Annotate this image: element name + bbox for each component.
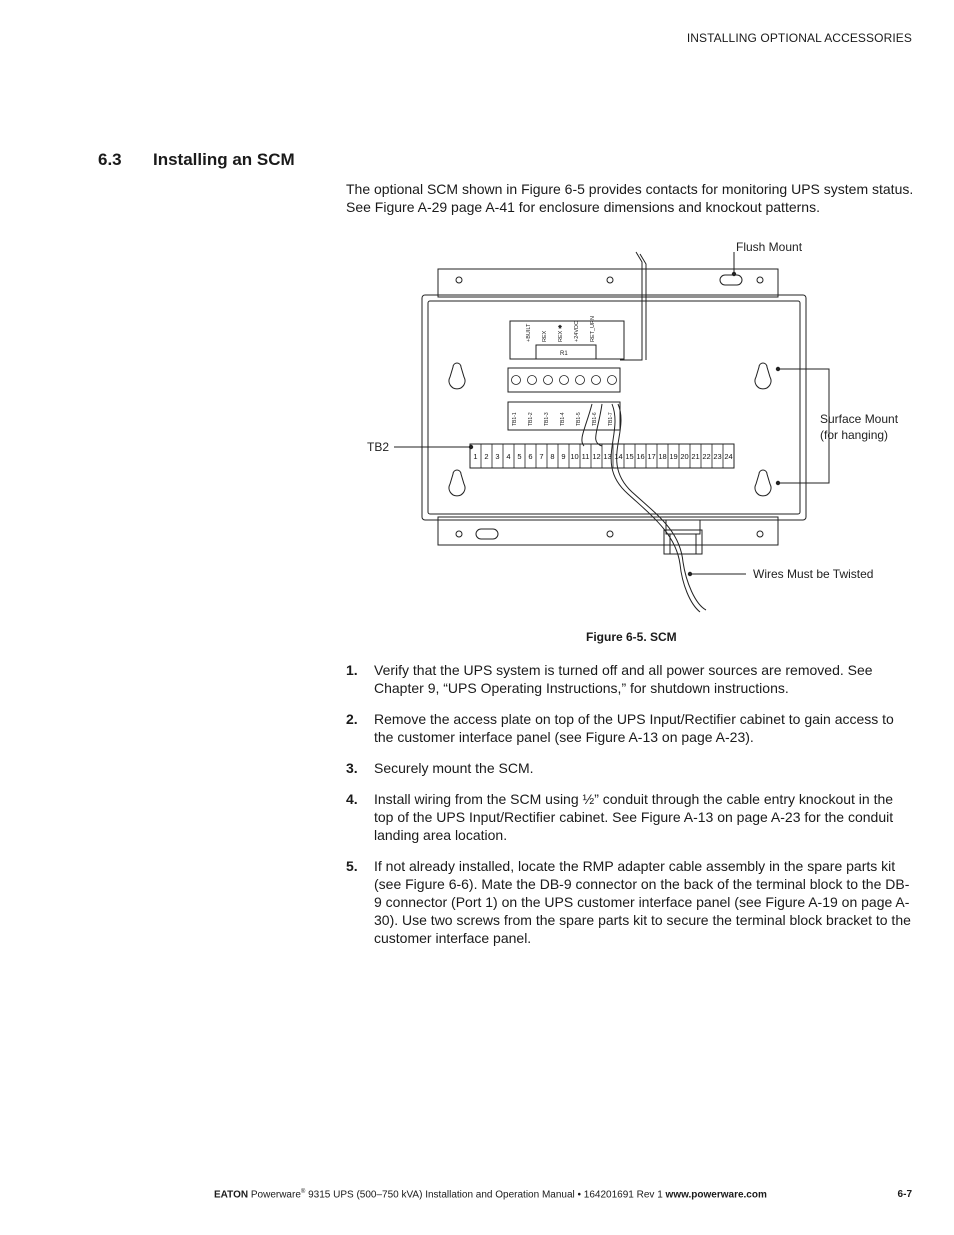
step-number: 4. xyxy=(346,791,358,807)
footer-registered-mark: ® xyxy=(300,1189,306,1195)
step-number: 1. xyxy=(346,662,358,678)
footer-url: www.powerware.com xyxy=(665,1189,767,1201)
surface-mount-bracket xyxy=(778,369,829,483)
scm-figure xyxy=(340,232,920,622)
tb2-terminal-number: 17 xyxy=(647,452,656,461)
tb2-terminal-number: 12 xyxy=(592,452,601,461)
step-text: Install wiring from the SCM using ½” conduit through the cable entry knockout in the top of the UPS Input/Rectifier cabinet. See Figure A-13 on page A-23 for the conduit landing area location. xyxy=(374,791,894,843)
relay-label: REX ✱ xyxy=(558,324,564,342)
step-number: 2. xyxy=(346,711,358,727)
tb1-label: TB1-5 xyxy=(576,412,582,426)
relay-label: +24VDC xyxy=(574,321,580,342)
page-footer xyxy=(214,1189,767,1200)
step-item xyxy=(346,661,916,697)
keyhole-bottom-right xyxy=(755,470,771,496)
tb2-terminal-number: 2 xyxy=(484,452,489,461)
tb2-terminal-number: 3 xyxy=(495,452,500,461)
tb1-label: TB1-1 xyxy=(512,412,518,426)
tb2-terminal-number: 5 xyxy=(517,452,522,461)
step-text: If not already installed, locate the RMP adapter cable assembly in the spare parts kit (see Figure 6-6). Mate the DB-9 connector on the back of the terminal block to the DB-9 connector (Port 1) on the UPS customer interface panel (see Figure A-19 on page A-30). Use two screws from the spare parts kit to secure the terminal block bracket to the customer interface panel. xyxy=(374,858,911,946)
tb2-terminal-number: 16 xyxy=(636,452,645,461)
surface-mount-label-line2: (for hanging) xyxy=(820,428,889,442)
step-text: Remove the access plate on top of the UPS Input/Rectifier cabinet to gain access to the customer interface panel (see Figure A-13 on page A-23). xyxy=(374,711,894,745)
tb1-screw xyxy=(512,376,521,385)
tb2-terminal-number: 21 xyxy=(691,452,700,461)
instruction-list xyxy=(346,661,916,960)
tb2-terminal-number: 6 xyxy=(528,452,533,461)
step-item xyxy=(346,857,916,947)
tb2-terminal-number: 4 xyxy=(506,452,511,461)
tb1-label: TB1-3 xyxy=(544,412,550,426)
wires-label: Wires Must be Twisted xyxy=(753,567,874,581)
tb2-terminal-number: 15 xyxy=(625,452,634,461)
tb2-terminal-number: 11 xyxy=(581,452,590,461)
tb2-terminal-number: 19 xyxy=(669,452,678,461)
intro-paragraph: The optional SCM shown in Figure 6-5 provides contacts for monitoring UPS system status. See Figure A-29 page A-41 for enclosure dimensions and knockout patterns. xyxy=(346,181,914,215)
keyhole-top-left xyxy=(449,363,465,389)
tb2-terminal-number: 8 xyxy=(550,452,555,461)
tb1-screw xyxy=(544,376,553,385)
tb2-terminal-number: 22 xyxy=(702,452,711,461)
tb2-label: TB2 xyxy=(367,440,390,454)
flush-mount-slot-bottom xyxy=(476,529,498,539)
tb1-screw xyxy=(576,376,585,385)
flush-mount-slot-top xyxy=(720,275,742,285)
tb2-terminal-number: 14 xyxy=(614,452,623,461)
step-text: Securely mount the SCM. xyxy=(374,760,534,776)
step-item xyxy=(346,710,916,746)
footer-brand: EATON xyxy=(214,1189,249,1201)
tb2-terminal-number: 20 xyxy=(680,452,689,461)
step-number: 3. xyxy=(346,760,358,776)
tb1-screw xyxy=(608,376,617,385)
tb2-terminal-number: 7 xyxy=(539,452,544,461)
step-number: 5. xyxy=(346,858,358,874)
running-header: INSTALLING OPTIONAL ACCESSORIES xyxy=(686,31,912,45)
enclosure-outline xyxy=(422,295,806,520)
keyhole-top-right xyxy=(755,363,771,389)
top-cable xyxy=(620,252,642,360)
twisted-wires xyxy=(617,404,706,610)
tb1-screw xyxy=(592,376,601,385)
tb2-terminal-number: 23 xyxy=(713,452,722,461)
scm-drawing xyxy=(340,232,920,622)
tb1-label: TB1-7 xyxy=(608,412,614,426)
section-number: 6.3 xyxy=(98,150,122,169)
relay-label: RET_URN xyxy=(590,316,596,342)
footer-manual-title: 9315 UPS (500–750 kVA) Installation and Operation Manual • 164201691 Rev 1 xyxy=(305,1189,666,1201)
relay-label: REX xyxy=(542,330,548,342)
step-item xyxy=(346,790,916,844)
tb1-label: TB1-2 xyxy=(528,412,534,426)
relay-box-label: R1 xyxy=(560,351,568,357)
tb2-terminal-number: 13 xyxy=(603,452,612,461)
figure-caption: Figure 6-5. SCM xyxy=(586,630,677,644)
tb2-terminal-number: 10 xyxy=(570,452,579,461)
tb1-screw xyxy=(560,376,569,385)
bottom-flange xyxy=(438,517,778,545)
footer-product: Powerware xyxy=(250,1189,301,1201)
tb2-terminal-number: 1 xyxy=(473,452,478,461)
tb1-block xyxy=(508,368,620,392)
keyhole-bottom-left xyxy=(449,470,465,496)
tb2-terminal-number: 9 xyxy=(561,452,566,461)
tb1-label: TB1-4 xyxy=(560,412,566,426)
flush-mount-label: Flush Mount xyxy=(736,240,803,254)
section-title: Installing an SCM xyxy=(153,150,295,169)
step-item xyxy=(346,759,916,777)
relay-label: +BUILT xyxy=(526,323,532,342)
tb1-label: TB1-6 xyxy=(592,412,598,426)
tb2-terminal-number: 18 xyxy=(658,452,667,461)
page-number: 6-7 xyxy=(897,1189,912,1200)
surface-mount-label-line1: Surface Mount xyxy=(820,412,899,426)
tb2-terminal-number: 24 xyxy=(724,452,733,461)
step-text: Verify that the UPS system is turned off and all power sources are removed. See Chapter 9, “UPS Operating Instructions,” for shutdown instructions. xyxy=(374,662,873,696)
tb1-screw xyxy=(528,376,537,385)
top-flange xyxy=(438,269,778,297)
